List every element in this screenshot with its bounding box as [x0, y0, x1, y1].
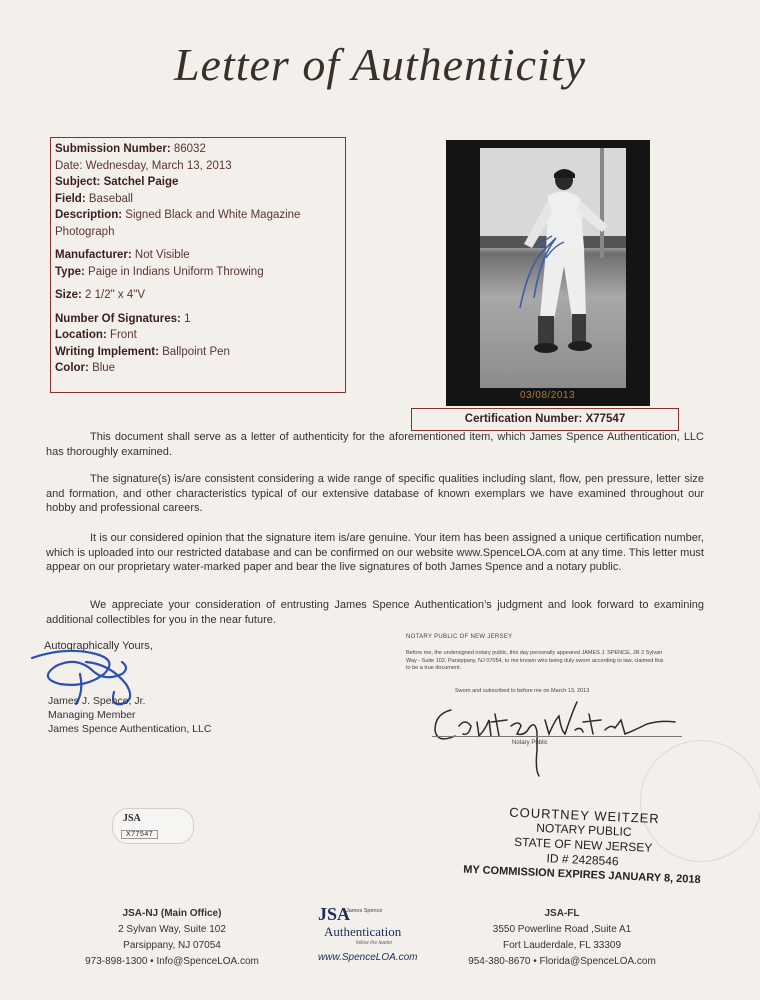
detail-location: Location: Front: [55, 329, 137, 341]
paragraph-3: It is our considered opinion that the signature item is/are genuine. Your item has been assigned a unique certification number, which is uploaded into our restricted database and can be confirmed on our website www.SpenceLOA.com at any time. This letter must appear on our proprietary water-marked paper and bear the live signatures of both James Spence and a notary public.: [46, 532, 704, 573]
detail-writing-implement: Writing Implement: Ballpoint Pen: [55, 345, 230, 358]
signer-title: Managing Member: [48, 709, 136, 721]
footer-florida-office: [452, 906, 672, 970]
footer-logo-james-spence: James Spence: [346, 908, 383, 914]
detail-color: Color: Blue: [55, 362, 116, 374]
certification-label: Certification Number:: [464, 413, 583, 425]
footer-website: www.SpenceLOA.com: [318, 952, 418, 963]
detail-size: Size: 2 1/2" x 4"V: [55, 289, 145, 301]
stamp-name: COURTNEY WEITZER: [508, 804, 661, 827]
sticker-code: X77547: [121, 830, 158, 839]
jsa-hologram-sticker: [112, 808, 194, 844]
notary-sworn-date: Sworn and subscribed to before me on March 13, 2013: [455, 688, 590, 694]
footer-logo-authentication: Authentication: [324, 924, 402, 939]
footer-main-office-contact: 973-898-1300 • Info@SpenceLOA.com: [85, 956, 259, 967]
photo-date-stamp: 03/08/2013: [520, 390, 576, 401]
certification-number: X77547: [585, 413, 626, 425]
signer-company: James Spence Authentication, LLC: [48, 723, 212, 735]
footer-main-office-address-1: 2 Sylvan Way, Suite 102: [118, 924, 226, 935]
footer-main-office: [62, 906, 282, 970]
detail-type: Type: Paige in Indians Uniform Throwing: [55, 265, 264, 278]
stamp-id: ID # 2428546: [546, 851, 619, 869]
paragraph-2: The signature(s) is/are consistent considering a wide range of specific qualities including slant, flow, pen pressure, letter size and formation, and other characteristics typical of our extensive database of known exemplars we have examined throughout our hobby and professional careers.: [46, 473, 704, 514]
detail-date: Date: Wednesday, March 13, 2013: [55, 159, 232, 172]
stamp-title: NOTARY PUBLIC: [535, 820, 632, 839]
item-details-box: [50, 137, 346, 393]
notary-statement: Before me, the undersigned notary public, this day personally appeared JAMES J. SPENCE, JR 2 Sylvan Way - Suite 102, Parsippany, NJ 07054, to me known who being duly sworn according to law, claimed this to be a true document.: [406, 650, 664, 671]
detail-field: Field: Baseball: [55, 192, 133, 205]
footer-florida-office-address-2: Fort Lauderdale, FL 33309: [502, 940, 622, 951]
detail-manufacturer: Manufacturer: Not Visible: [55, 249, 190, 261]
detail-submission-number: Submission Number: 86032: [55, 143, 206, 155]
detail-subject: Subject: Satchel Paige: [55, 176, 179, 188]
footer-main-office-heading: JSA-NJ (Main Office): [122, 908, 222, 919]
jsa-footer-logo: [318, 904, 438, 963]
footer-florida-office-contact: 954-380-8670 • Florida@SpenceLOA.com: [468, 956, 656, 967]
detail-number-of-signatures: Number Of Signatures: 1: [55, 312, 191, 325]
paragraph-4: We appreciate your consideration of entrusting James Spence Authentication’s judgment and look forward to examining additional collectibles for you in the near future.: [46, 599, 704, 626]
footer-florida-office-address-1: 3550 Powerline Road ,Suite A1: [492, 924, 632, 935]
footer-logo-jsa: JSA: [318, 904, 351, 924]
footer-florida-office-heading: JSA-FL: [544, 908, 580, 919]
paragraph-1: This document shall serve as a letter of authenticity for the aforementioned item, which James Spence Authentication, LLC has thoroughly examined.: [46, 431, 704, 458]
notary-heading: NOTARY PUBLIC OF NEW JERSEY: [406, 634, 513, 640]
sticker-logo: JSA: [123, 813, 141, 824]
detail-description: Description: Signed Black and White Magazine Photograph: [55, 209, 301, 238]
certification-number-box: [411, 408, 679, 431]
letter-title: Letter of Authenticity: [173, 39, 587, 90]
closing-text: Autographically Yours,: [44, 640, 153, 652]
stamp-commission: MY COMMISSION EXPIRES JANUARY 8, 2018: [463, 863, 701, 887]
notary-public-label: Notary Public: [512, 740, 548, 746]
notary-signature-line: [432, 736, 682, 737]
notary-signature: [425, 690, 685, 780]
stamp-state: STATE OF NEW JERSEY: [513, 834, 653, 855]
signer-name: James J. Spence, Jr.: [48, 695, 146, 707]
signer-block: [48, 694, 211, 736]
notary-stamp: [447, 802, 720, 889]
item-photograph: [480, 148, 626, 388]
footer-logo-tagline: follow the leader: [356, 940, 393, 946]
pitcher-figure: [480, 148, 626, 388]
footer-main-office-address-2: Parsippany, NJ 07054: [123, 940, 221, 951]
